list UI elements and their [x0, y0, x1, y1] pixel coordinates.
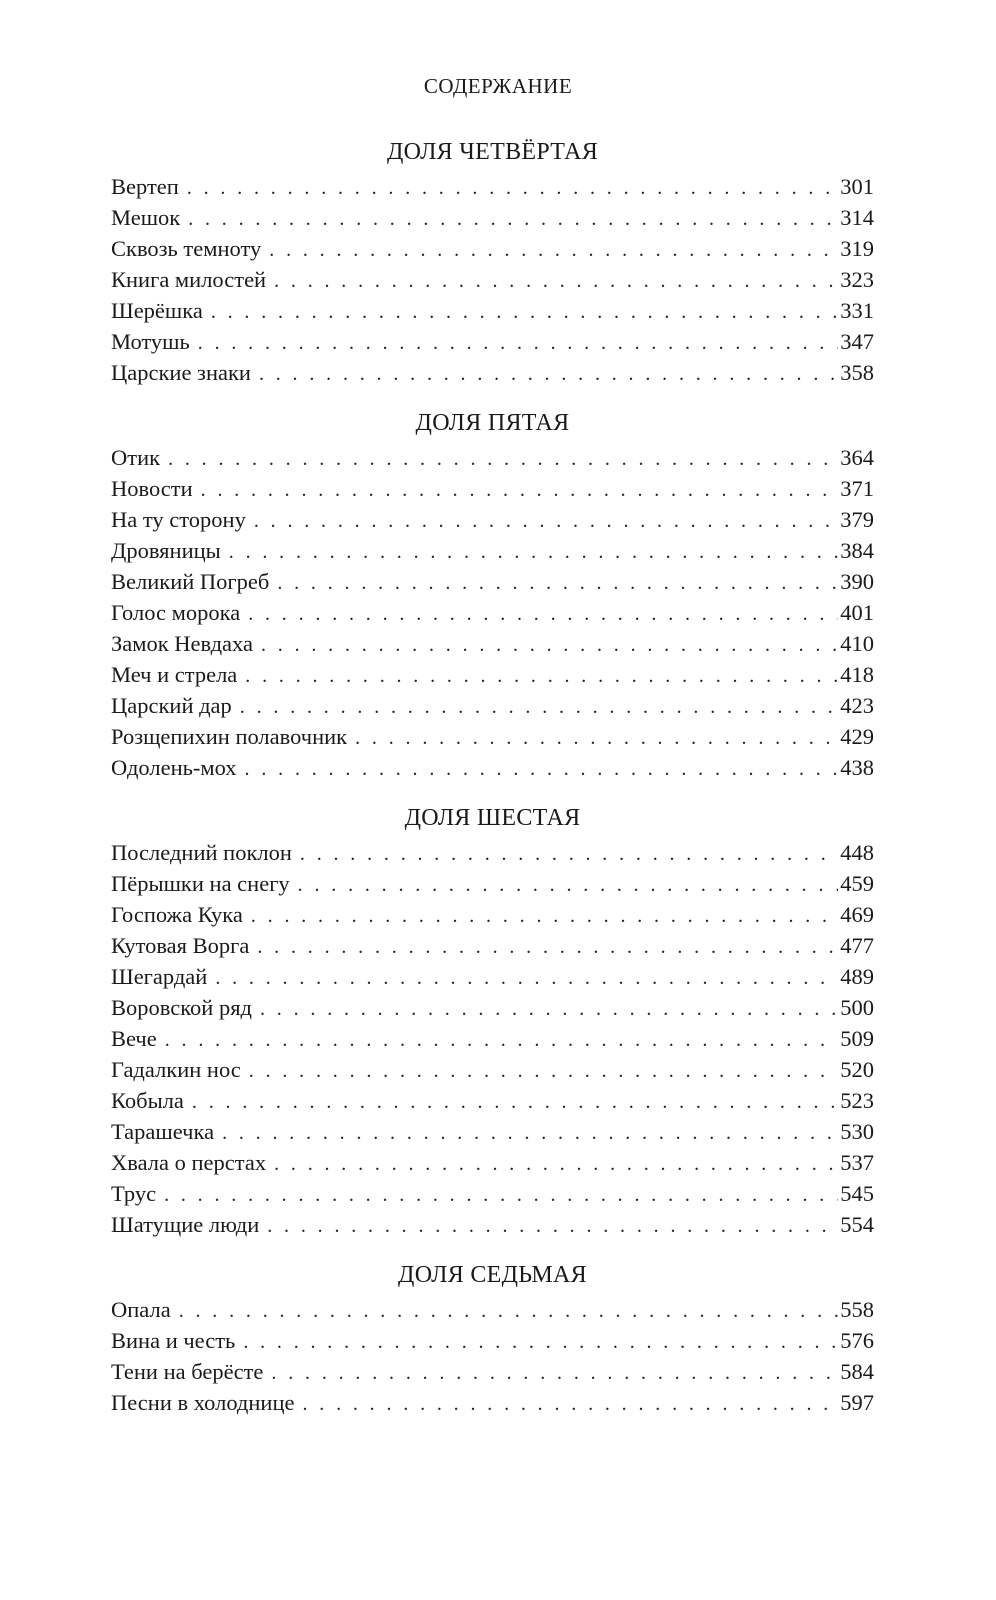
chapter-title: Меч и стрела [111, 662, 238, 687]
toc-entry [111, 930, 874, 961]
chapter-title: Отик [111, 445, 161, 470]
dot-leader [248, 599, 838, 630]
dot-leader [254, 506, 838, 537]
page-number: 459 [840, 871, 874, 896]
chapter-title: Последний поклон [111, 840, 292, 865]
page-number: 410 [840, 631, 874, 656]
page-number: 314 [840, 205, 874, 230]
dot-leader [274, 266, 838, 297]
dot-leader [188, 204, 838, 235]
chapter-title: Замок Невдаха [111, 631, 253, 656]
page-number: 500 [840, 995, 874, 1020]
chapter-title: Новости [111, 476, 193, 501]
dot-leader [355, 723, 838, 754]
chapter-title: Дровяницы [111, 538, 221, 563]
toc-entry [111, 202, 874, 233]
page-number: 530 [840, 1119, 874, 1144]
toc-part [111, 133, 874, 388]
page-number: 423 [840, 693, 874, 718]
page-number: 331 [840, 298, 874, 323]
toc-entry [111, 690, 874, 721]
chapter-title: Воровской ряд [111, 995, 252, 1020]
dot-leader [164, 1180, 838, 1211]
chapter-title: Великий Погреб [111, 569, 270, 594]
chapter-title: Шатущие люди [111, 1212, 260, 1237]
chapter-title: Шегардай [111, 964, 208, 989]
dot-leader [274, 1149, 838, 1180]
dot-leader [187, 173, 838, 204]
chapter-title: Песни в холоднице [111, 1390, 295, 1415]
toc-entry [111, 233, 874, 264]
toc-entry [111, 1356, 874, 1387]
toc-entry [111, 899, 874, 930]
page-number: 347 [840, 329, 874, 354]
chapter-title: Книга милостей [111, 267, 267, 292]
chapter-title: Пёрышки на снегу [111, 871, 290, 896]
toc-entry [111, 961, 874, 992]
toc-entry [111, 752, 874, 783]
page-number: 364 [840, 445, 874, 470]
dot-leader [300, 839, 838, 870]
page-number: 558 [840, 1297, 874, 1322]
dot-leader [271, 1358, 838, 1389]
dot-leader [201, 475, 839, 506]
dot-leader [251, 901, 838, 932]
page-number: 537 [840, 1150, 874, 1175]
dot-leader [269, 235, 838, 266]
toc-entry [111, 1116, 874, 1147]
dot-leader [179, 1296, 839, 1327]
toc-entry [111, 535, 874, 566]
toc-entry [111, 1294, 874, 1325]
dot-leader [257, 932, 838, 963]
dot-leader [302, 1389, 838, 1420]
part-heading: ДОЛЯ СЕДЬМАЯ [398, 1262, 587, 1288]
dot-leader [259, 359, 838, 390]
page-number: 371 [840, 476, 874, 501]
page-number: 489 [840, 964, 874, 989]
page-number: 597 [840, 1390, 874, 1415]
chapter-title: На ту сторону [111, 507, 246, 532]
dot-leader [260, 994, 838, 1025]
toc-entry [111, 721, 874, 752]
dot-leader [211, 297, 838, 328]
chapter-title: Гадалкин нос [111, 1057, 241, 1082]
page-title: СОДЕРЖАНИЕ [423, 74, 573, 98]
page-number: 509 [840, 1026, 874, 1051]
page-number: 358 [840, 360, 874, 385]
dot-leader [240, 692, 838, 723]
chapter-title: Одолень-мох [111, 755, 237, 780]
page-number: 418 [840, 662, 874, 687]
toc-entry [111, 1054, 874, 1085]
toc-entry [111, 837, 874, 868]
dot-leader [192, 1087, 838, 1118]
page-number: 438 [840, 755, 874, 780]
toc-part [111, 404, 874, 783]
page-number: 523 [840, 1088, 874, 1113]
chapter-title: Трус [111, 1181, 157, 1206]
dot-leader [245, 754, 839, 785]
toc-entry [111, 1209, 874, 1240]
page-number: 554 [840, 1212, 874, 1237]
dot-leader [277, 568, 838, 599]
toc-entry [111, 1147, 874, 1178]
chapter-title: Тени на берёсте [111, 1359, 264, 1384]
chapter-title: Кутовая Ворга [111, 933, 250, 958]
page-number: 401 [840, 600, 874, 625]
toc-entry [111, 659, 874, 690]
page-number: 429 [840, 724, 874, 749]
chapter-title: Вина и честь [111, 1328, 236, 1353]
dot-leader [165, 1025, 839, 1056]
dot-leader [261, 630, 838, 661]
part-heading: ДОЛЯ ЧЕТВЁРТАЯ [386, 139, 599, 165]
toc-entry [111, 597, 874, 628]
chapter-title: Госпожа Кука [111, 902, 243, 927]
dot-leader [267, 1211, 838, 1242]
dot-leader [215, 963, 838, 994]
page-number: 390 [840, 569, 874, 594]
chapter-title: Хвала о перстах [111, 1150, 267, 1175]
chapter-title: Царские знаки [111, 360, 251, 385]
toc-entry [111, 868, 874, 899]
chapter-title: Розщепихин полавочник [111, 724, 348, 749]
toc-part [111, 799, 874, 1240]
page-number: 576 [840, 1328, 874, 1353]
toc-entry [111, 171, 874, 202]
part-heading: ДОЛЯ ШЕСТАЯ [404, 805, 581, 831]
page-number: 323 [840, 267, 874, 292]
toc-part [111, 1256, 874, 1418]
toc-entry [111, 264, 874, 295]
page-number: 301 [840, 174, 874, 199]
toc-entry [111, 295, 874, 326]
toc-entry [111, 1325, 874, 1356]
toc-entry [111, 566, 874, 597]
page-number: 584 [840, 1359, 874, 1384]
toc-entry [111, 1178, 874, 1209]
toc-entry [111, 1085, 874, 1116]
dot-leader [298, 870, 839, 901]
page-number: 469 [840, 902, 874, 927]
toc-entry [111, 992, 874, 1023]
toc-entry [111, 442, 874, 473]
toc-entry [111, 357, 874, 388]
chapter-title: Мешок [111, 205, 181, 230]
dot-leader [243, 1327, 838, 1358]
part-heading: ДОЛЯ ПЯТАЯ [415, 410, 570, 436]
table-of-contents [111, 133, 874, 1418]
toc-entry [111, 628, 874, 659]
chapter-title: Сквозь темноту [111, 236, 262, 261]
toc-entry [111, 504, 874, 535]
dot-leader [222, 1118, 838, 1149]
chapter-title: Царский дар [111, 693, 232, 718]
chapter-title: Вече [111, 1026, 157, 1051]
page-number: 379 [840, 507, 874, 532]
page-number: 319 [840, 236, 874, 261]
page-number: 545 [840, 1181, 874, 1206]
dot-leader [198, 328, 838, 359]
page-number: 520 [840, 1057, 874, 1082]
toc-entry [111, 473, 874, 504]
page-number: 477 [840, 933, 874, 958]
dot-leader [249, 1056, 838, 1087]
toc-entry [111, 1023, 874, 1054]
chapter-title: Опала [111, 1297, 171, 1322]
chapter-title: Шерёшка [111, 298, 203, 323]
dot-leader [245, 661, 838, 692]
page-number: 448 [840, 840, 874, 865]
page-number: 384 [840, 538, 874, 563]
dot-leader [168, 444, 838, 475]
chapter-title: Голос морока [111, 600, 241, 625]
dot-leader [229, 537, 838, 568]
toc-entry [111, 1387, 874, 1418]
toc-entry [111, 326, 874, 357]
chapter-title: Мотушь [111, 329, 190, 354]
chapter-title: Тарашечка [111, 1119, 215, 1144]
chapter-title: Вертеп [111, 174, 179, 199]
chapter-title: Кобыла [111, 1088, 184, 1113]
